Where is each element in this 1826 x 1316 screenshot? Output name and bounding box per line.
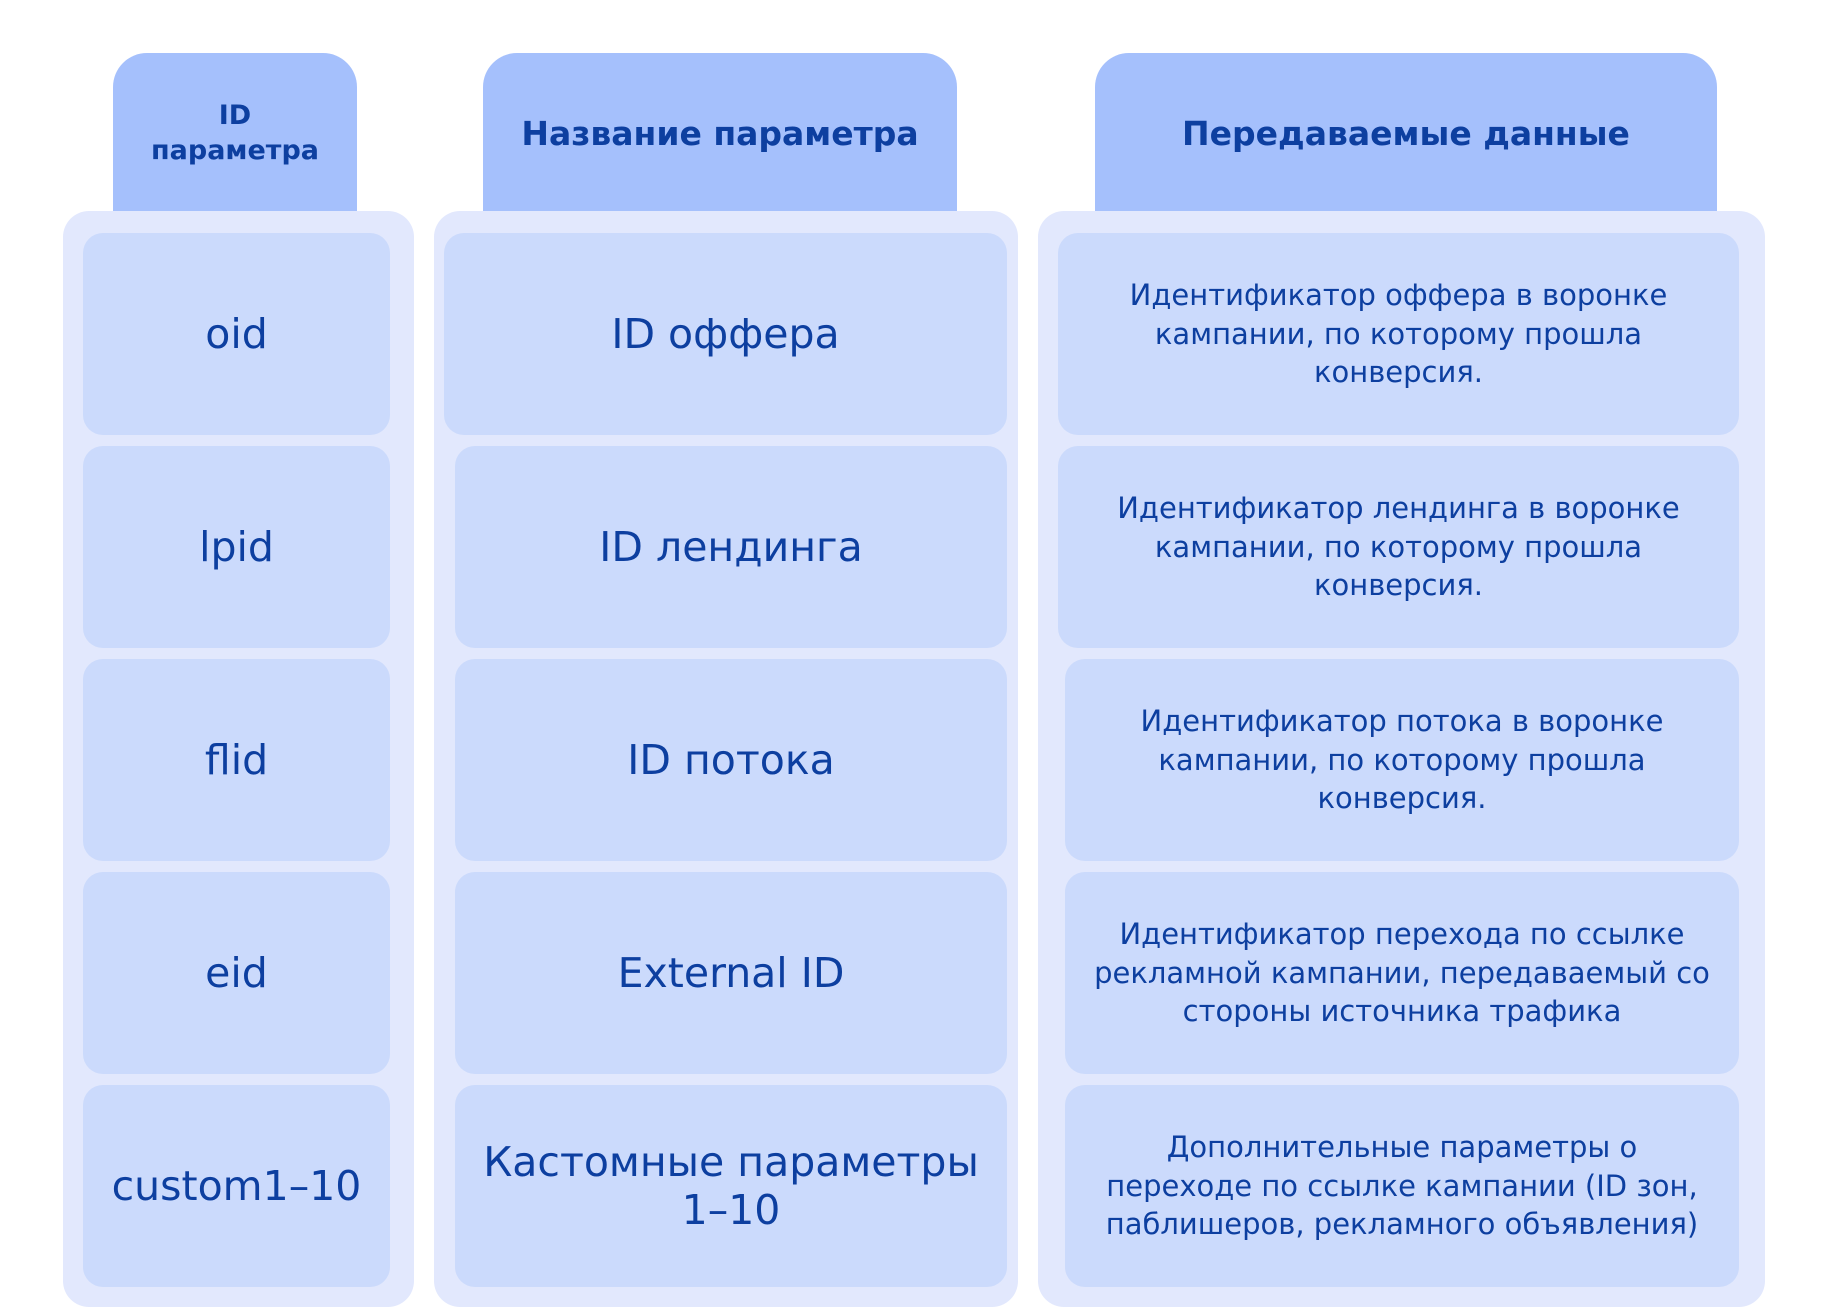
cell-id-flid (83, 659, 390, 861)
header-param-id (113, 53, 357, 213)
cell-id-text: lpid (199, 523, 274, 571)
cell-id-lpid (83, 446, 390, 648)
cell-data-text: Дополнительные параметры о переходе по ссылке кампании (ID зон, паблишеров, рекламного объявления) (1105, 1130, 1699, 1242)
cell-id-custom (83, 1085, 390, 1287)
cell-name-external (455, 872, 1007, 1074)
cell-data-text: Идентификатор перехода по ссылке рекламной кампании, передаваемый со стороны источника трафика (1094, 917, 1710, 1029)
header-param-id-label: ID параметра (151, 99, 319, 166)
cell-data-custom (1065, 1085, 1739, 1287)
cell-name-text: External ID (617, 948, 845, 997)
cell-name-flow (455, 659, 1007, 861)
cell-id-text: custom1–10 (111, 1162, 362, 1210)
cell-id-text: eid (205, 949, 268, 997)
cell-data-text: Идентификатор лендинга в воронке кампании, по которому прошла конверсия. (1117, 491, 1680, 603)
cell-data-flow (1065, 659, 1739, 861)
header-param-name (483, 53, 957, 213)
cell-name-text: ID лендинга (599, 522, 863, 571)
cell-name-custom (455, 1085, 1007, 1287)
cell-data-text: Идентификатор оффера в воронке кампании, по которому прошла конверсия. (1129, 278, 1668, 390)
cell-name-offer (444, 233, 1007, 435)
header-param-data (1095, 53, 1717, 213)
header-param-data-label: Передаваемые данные (1182, 113, 1630, 153)
cell-id-oid (83, 233, 390, 435)
cell-data-landing (1058, 446, 1739, 648)
cell-name-text: ID оффера (611, 309, 840, 358)
cell-id-text: oid (205, 310, 268, 358)
cell-data-text: Идентификатор потока в воронке кампании, по которому прошла конверсия. (1140, 704, 1664, 816)
cell-id-text: flid (204, 736, 269, 784)
header-param-name-label: Название параметра (521, 113, 919, 153)
cell-name-landing (455, 446, 1007, 648)
cell-data-offer (1058, 233, 1739, 435)
cell-data-external (1065, 872, 1739, 1074)
cell-name-text: Кастомные параметры 1–10 (483, 1137, 979, 1234)
cell-id-eid (83, 872, 390, 1074)
cell-name-text: ID потока (627, 735, 835, 784)
